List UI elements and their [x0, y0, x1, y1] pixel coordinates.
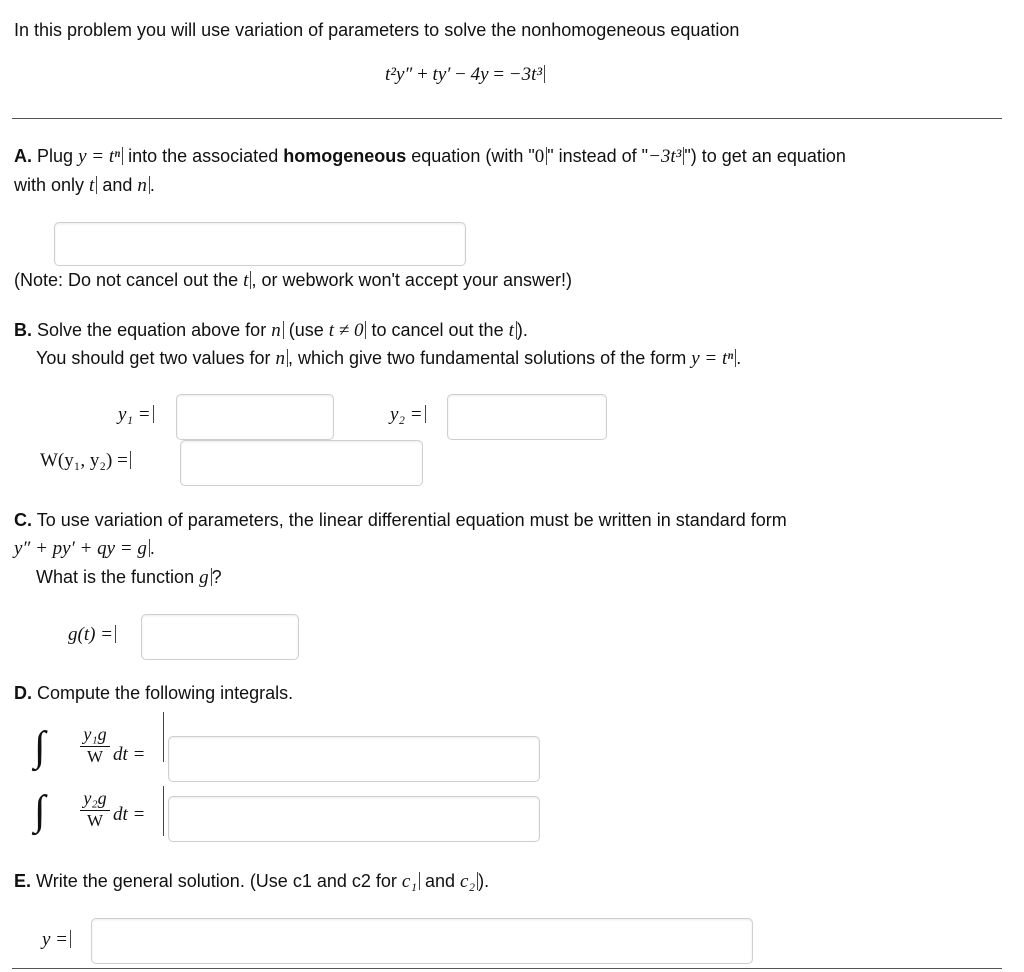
partC-std-form: y″ + py′ + qy = g	[14, 538, 147, 559]
partE-c1: c₁	[401, 871, 417, 892]
partA-t1: Plug	[37, 146, 74, 166]
partB-n2: n	[275, 348, 286, 369]
partA-t2: into the associated	[128, 146, 279, 166]
int2-input[interactable]	[168, 796, 540, 842]
int1-dt-text: dt =	[113, 744, 146, 765]
g-input[interactable]	[141, 614, 299, 660]
partB-label: B.	[14, 320, 32, 340]
partE-t1: Write the general solution. (Use c1 and c2 for	[36, 871, 397, 891]
partB-t3: to cancel out the	[371, 320, 504, 340]
int1-fraction	[80, 724, 110, 767]
g-label-text: g(t) =	[68, 624, 114, 645]
general-solution-input[interactable]	[91, 918, 753, 964]
divider-top	[12, 118, 1002, 119]
partA-zero: 0	[534, 146, 545, 167]
partA-note-end: , or webwork won't accept your answer!)	[251, 270, 573, 290]
int1-denominator: W	[86, 747, 104, 766]
int1-dt	[113, 744, 145, 766]
partA-answer-input[interactable]	[54, 222, 466, 266]
partB-t4: ).	[516, 320, 528, 340]
partC-line2	[14, 538, 155, 560]
partA-line2b: and	[102, 175, 133, 195]
partE-line1	[14, 871, 489, 893]
eq-equals: =	[493, 64, 505, 85]
eq-rhs: −3t³	[508, 64, 543, 85]
partC-question-b: ?	[211, 567, 222, 587]
partB-l2a: You should get two values for	[36, 348, 271, 368]
partD-line1	[14, 683, 293, 704]
partA-t5: ") to get an equation	[684, 146, 846, 166]
eq-4y: 4y	[470, 64, 489, 85]
partA-rhs: −3t³	[648, 146, 682, 167]
y1-label-text: y₁ =	[118, 404, 151, 425]
partA-homogeneous: homogeneous	[283, 146, 407, 166]
partA-math1: y = tⁿ	[78, 146, 121, 167]
partA-note-t: t	[243, 270, 249, 291]
partC-question-a: What is the function	[36, 567, 195, 587]
partA-tvar: t	[89, 175, 95, 196]
partB-l2b: , which give two fundamental solutions of the form	[288, 348, 687, 368]
partB-n1: n	[271, 320, 281, 341]
partB-line2	[36, 348, 741, 370]
partB-line1	[14, 320, 528, 342]
partA-note-text: (Note: Do not cancel out the	[14, 270, 239, 290]
integral-sign-2: ∫	[34, 788, 46, 834]
wronskian-label-text: W(y₁, y₂) =	[40, 450, 128, 471]
int2-dt-text: dt =	[113, 804, 146, 825]
partA-line2	[14, 175, 155, 197]
partE-end: ).	[478, 871, 490, 891]
int1-numerator: y₁g	[83, 724, 107, 744]
int2-dt	[113, 804, 145, 826]
partA-t3: equation (with "	[411, 146, 535, 166]
int1-cursor	[163, 712, 164, 762]
int1-input[interactable]	[168, 736, 540, 782]
partA-t4: " instead of "	[547, 146, 649, 166]
int2-denominator: W	[86, 811, 104, 830]
partA-line1	[14, 146, 846, 168]
general-solution-label	[42, 929, 71, 951]
int2-cursor	[163, 786, 164, 836]
partA-nvar: n	[137, 175, 147, 196]
eq-ty: ty′	[432, 64, 451, 85]
main-equation	[385, 64, 545, 86]
partB-form: y = tⁿ	[691, 348, 734, 369]
partB-t2: (use	[288, 320, 324, 340]
partC-t1: To use variation of parameters, the linear differential equation must be written in standard form	[36, 510, 787, 530]
integral-sign-1: ∫	[34, 724, 46, 770]
partC-l2-end: .	[149, 538, 155, 558]
partC-label: C.	[14, 510, 32, 530]
partA-note	[14, 270, 572, 292]
partA-line2c: .	[149, 175, 155, 195]
int2-fraction	[80, 788, 110, 831]
y1-input[interactable]	[176, 394, 334, 440]
y2-label-text: y₂ =	[390, 404, 423, 425]
partD-label: D.	[14, 683, 32, 703]
partA-label: A.	[14, 146, 32, 166]
y1-label	[118, 404, 154, 426]
partC-line3	[36, 567, 222, 589]
wronskian-input[interactable]	[180, 440, 423, 486]
partA-line2a: with only	[14, 175, 85, 195]
partE-c2: c₂	[460, 871, 476, 892]
general-solution-label-text: y =	[42, 929, 69, 950]
partC-line1	[14, 510, 787, 531]
g-label	[68, 624, 116, 646]
partC-gvar: g	[199, 567, 209, 588]
partB-tvar: t	[508, 320, 514, 341]
eq-minus: −	[455, 64, 466, 85]
partE-and: and	[424, 871, 456, 891]
intro-text: In this problem you will use variation of parameters to solve the nonhomogeneous equation	[14, 20, 740, 40]
partB-l2c: .	[736, 348, 742, 368]
int2-numerator: y₂g	[83, 788, 107, 808]
partD-t1: Compute the following integrals.	[37, 683, 294, 703]
partB-t1: Solve the equation above for	[37, 320, 267, 340]
eq-plus: +	[417, 64, 428, 85]
partE-label: E.	[14, 871, 32, 891]
divider-bottom	[12, 968, 1002, 969]
eq-t2y: t²y″	[385, 64, 413, 85]
partB-cond: t ≠ 0	[328, 320, 364, 341]
wronskian-label	[40, 450, 131, 472]
y2-input[interactable]	[447, 394, 607, 440]
y2-label	[390, 404, 426, 426]
